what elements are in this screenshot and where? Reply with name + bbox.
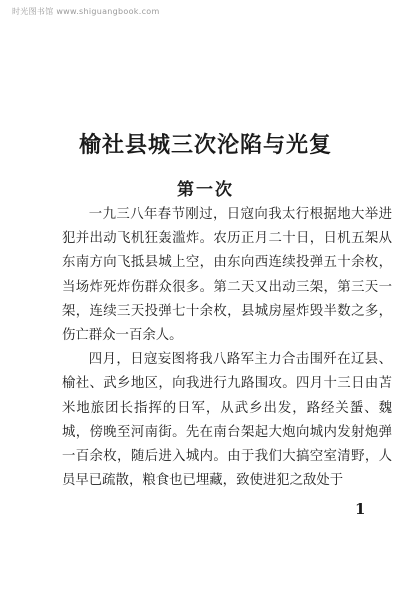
paragraph: 一九三八年春节刚过，日寇向我太行根据地大举进犯并出动飞机狂轰滥炸。农历正月二十日，日机五架从东南方向飞抵县城上空，由东向西连续投弹五十余枚，当场炸死炸伤群众很多。第二天又出动三架，第三天一架，连续三天投弹七十余枚，县城房屋炸毁半数之多，伤亡群众一百余人。 xyxy=(62,207,392,344)
section-subtitle: 第一次 xyxy=(177,180,234,200)
chapter-title: 榆社县城三次沦陷与光复 xyxy=(78,132,332,158)
watermark-text: 时光图书馆 www.shiguangbook.com xyxy=(12,7,160,16)
body-text xyxy=(62,203,392,493)
page-number: 1 xyxy=(355,500,366,518)
paragraph: 四月，日寇妄图将我八路军主力合击围歼在辽县、榆社、武乡地区，向我进行九路围攻。四月十三日由苫米地旅团长指挥的日军，从武乡出发，路经关蜑、魏城，傍晚至河南街。先在南台架起大炮向城内发射炮弹一百余枚，随后进入城内。由于我们大搞空室清野，人员早已疏散，粮食也已埋藏，致使进犯之敌处于 xyxy=(62,352,392,489)
